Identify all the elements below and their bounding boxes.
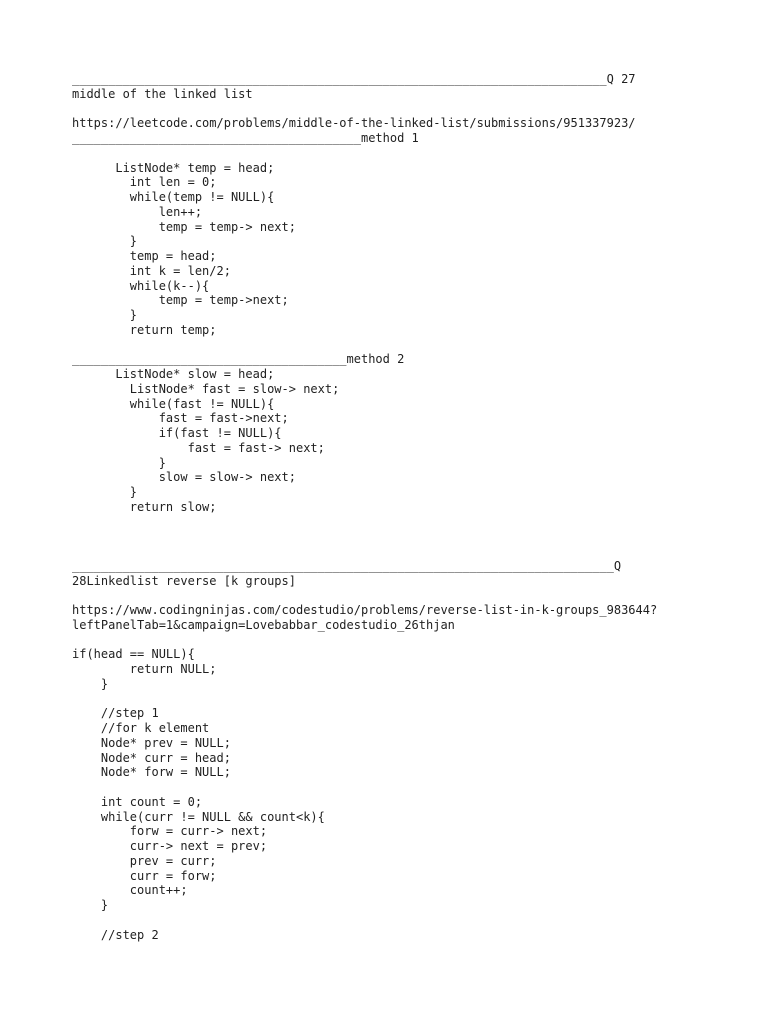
text-line: __________________________________________________________________________Q 27 — [72, 72, 636, 86]
text-line: temp = temp-> next; — [72, 219, 296, 234]
blank-line — [72, 515, 712, 530]
text-line: count++; — [72, 883, 188, 898]
text-line: ListNode* slow = head; — [72, 367, 275, 381]
text-line: //for k element — [72, 721, 210, 735]
text-line: } — [72, 898, 109, 912]
text-line: forw = curr-> next; — [72, 824, 268, 839]
text-line: curr = forw; — [72, 868, 217, 883]
text-line: https://www.codingninjas.com/codestudio/problems/reverse-list-in-k-groups_983644? — [72, 603, 658, 617]
text-line: curr-> next = prev; — [72, 839, 268, 853]
text-line: ________________________________________method 1 — [72, 131, 419, 145]
text-line: while(k--){ — [72, 278, 210, 293]
text-line: if(head == NULL){ — [72, 647, 195, 662]
text-line: //step 1 — [72, 706, 159, 721]
text-line: } — [72, 308, 138, 322]
text-line: temp = head; — [72, 249, 217, 263]
text-line: } — [72, 455, 166, 470]
text-line: } — [72, 234, 138, 249]
text-line: middle of the linked list — [72, 86, 253, 101]
text-line: ___________________________________________________________________________Q — [72, 558, 622, 573]
blank-line — [72, 102, 712, 117]
text-line: int count = 0; — [72, 794, 203, 809]
text-line: //step 2 — [72, 927, 159, 942]
text-line: temp = temp->next; — [72, 293, 289, 308]
text-line: Node* prev = NULL; — [72, 735, 231, 750]
text-line: https://leetcode.com/problems/middle-of-the-linked-list/submissions/951337923/ — [72, 116, 636, 131]
text-line: 28Linkedlist reverse [k groups] — [72, 573, 296, 588]
text-line: } — [72, 485, 138, 499]
text-line: ______________________________________method 2 — [72, 352, 405, 367]
blank-line — [72, 913, 712, 928]
blank-line — [72, 780, 712, 795]
document-page — [72, 72, 712, 942]
text-line: if(fast != NULL){ — [72, 426, 282, 440]
blank-line — [72, 588, 712, 603]
text-line: fast = fast-> next; — [72, 440, 325, 455]
text-line: slow = slow-> next; — [72, 470, 296, 485]
blank-line — [72, 692, 712, 707]
text-line: fast = fast->next; — [72, 411, 289, 426]
blank-line — [72, 338, 712, 353]
text-line: Node* forw = NULL; — [72, 765, 231, 780]
blank-line — [72, 544, 712, 559]
text-line: len++; — [72, 204, 203, 219]
text-line: ListNode* fast = slow-> next; — [72, 381, 340, 396]
text-line: leftPanelTab=1&campaign=Lovebabbar_codestudio_26thjan — [72, 617, 455, 632]
text-line: int k = len/2; — [72, 263, 231, 278]
text-line: while(curr != NULL && count<k){ — [72, 809, 325, 824]
text-line: ListNode* temp = head; — [72, 160, 275, 175]
text-line: return temp; — [72, 322, 217, 337]
blank-line — [72, 633, 712, 648]
text-line: } — [72, 676, 109, 691]
text-line: return NULL; — [72, 662, 217, 676]
text-line: return slow; — [72, 499, 217, 514]
text-line: int len = 0; — [72, 175, 217, 190]
text-line: while(temp != NULL){ — [72, 190, 275, 204]
text-line: while(fast != NULL){ — [72, 396, 275, 411]
text-line: Node* curr = head; — [72, 750, 231, 765]
blank-line — [72, 146, 712, 161]
text-line: prev = curr; — [72, 853, 217, 868]
blank-line — [72, 529, 712, 544]
